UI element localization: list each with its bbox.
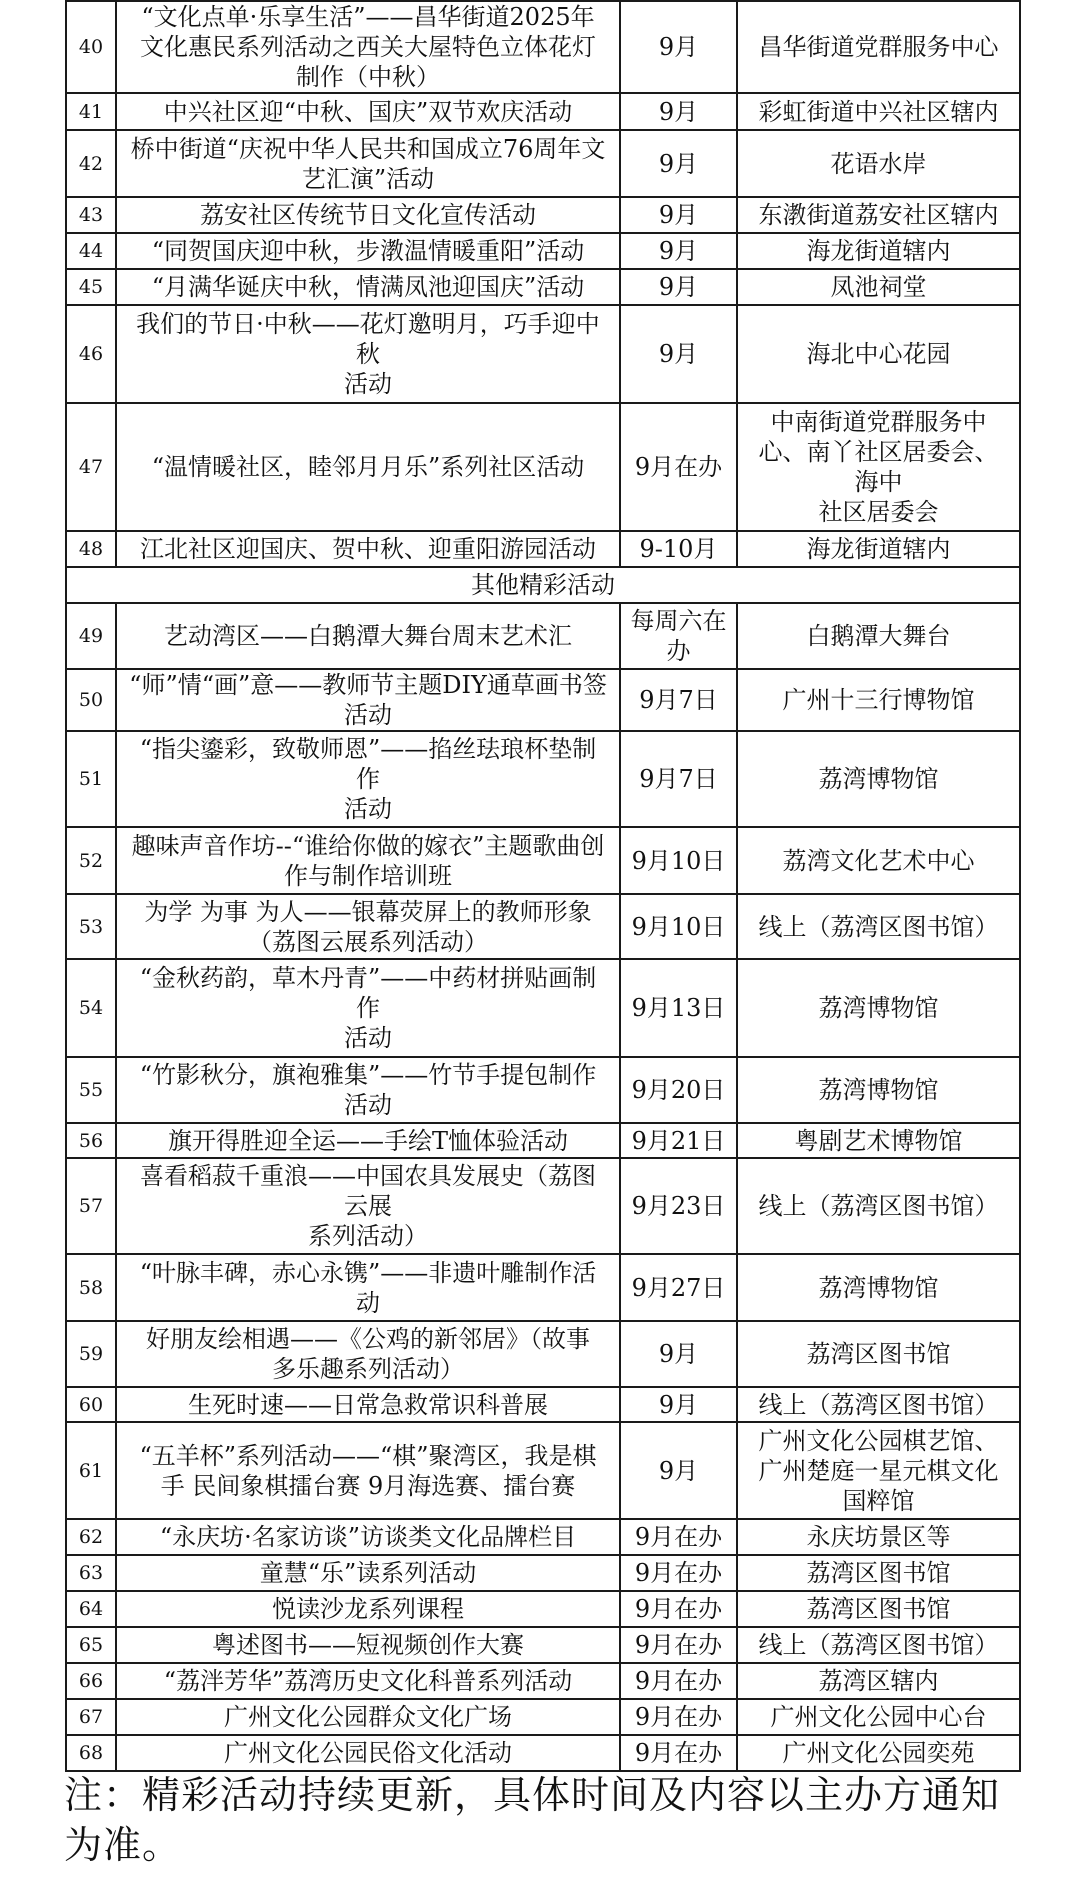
activity-name: “叶脉丰碑，赤心永镌”——非遗叶雕制作活 动 bbox=[116, 1254, 620, 1321]
activity-venue: 中南街道党群服务中 心、南丫社区居委会、 海中 社区居委会 bbox=[737, 403, 1020, 531]
activity-time: 9月在办 bbox=[620, 1555, 737, 1591]
activity-time: 9月 bbox=[620, 197, 737, 233]
row-number: 45 bbox=[66, 269, 116, 305]
row-number: 50 bbox=[66, 669, 116, 731]
activity-time: 9月 bbox=[620, 130, 737, 197]
activity-venue: 荔湾博物馆 bbox=[737, 731, 1020, 827]
activity-venue: 永庆坊景区等 bbox=[737, 1519, 1020, 1555]
footnote: 注：精彩活动持续更新，具体时间及内容以主办方通知为准。 bbox=[64, 1773, 1001, 1867]
table-row bbox=[66, 1, 1020, 93]
row-number: 43 bbox=[66, 197, 116, 233]
activity-name: “荔泮芳华”荔湾历史文化科普系列活动 bbox=[116, 1663, 620, 1699]
activity-venue: 荔湾区图书馆 bbox=[737, 1591, 1020, 1627]
activity-venue: 白鹅潭大舞台 bbox=[737, 603, 1020, 669]
activity-name: “金秋药韵，草木丹青”——中药材拼贴画制 作 活动 bbox=[116, 959, 620, 1057]
activity-name: 我们的节日·中秋——花灯邀明月，巧手迎中 秋 活动 bbox=[116, 305, 620, 403]
activity-venue: 广州文化公园中心台 bbox=[737, 1699, 1020, 1735]
row-number: 65 bbox=[66, 1627, 116, 1663]
row-number: 66 bbox=[66, 1663, 116, 1699]
table-row bbox=[66, 1735, 1020, 1771]
table-row bbox=[66, 1663, 1020, 1699]
table-row bbox=[66, 531, 1020, 567]
activity-name: 好朋友绘相遇——《公鸡的新邻居》（故事 多乐趣系列活动） bbox=[116, 1321, 620, 1387]
activity-time: 9月 bbox=[620, 1387, 737, 1422]
activity-name: “五羊杯”系列活动——“棋”聚湾区，我是棋 手 民间象棋擂台赛 9月海选赛、擂台赛 bbox=[116, 1422, 620, 1519]
activity-name: “月满华诞庆中秋，情满凤池迎国庆”活动 bbox=[116, 269, 620, 305]
row-number: 40 bbox=[66, 1, 116, 93]
activity-venue: 线上（荔湾区图书馆） bbox=[737, 1158, 1020, 1254]
activity-schedule-table bbox=[65, 0, 1021, 1772]
row-number: 46 bbox=[66, 305, 116, 403]
row-number: 42 bbox=[66, 130, 116, 197]
activity-venue: 荔湾区图书馆 bbox=[737, 1555, 1020, 1591]
activity-name: 为学 为事 为人——银幕荧屏上的教师形象 （荔图云展系列活动） bbox=[116, 894, 620, 959]
row-number: 44 bbox=[66, 233, 116, 269]
activity-venue: 昌华街道党群服务中心 bbox=[737, 1, 1020, 93]
activity-time: 9月23日 bbox=[620, 1158, 737, 1254]
activity-rows bbox=[66, 1, 1020, 1771]
activity-name: “文化点单·乐享生活”——昌华街道2025年 文化惠民系列活动之西关大屋特色立体花灯 制作（中秋） bbox=[116, 1, 620, 93]
activity-time: 9月 bbox=[620, 1422, 737, 1519]
table-row bbox=[66, 827, 1020, 894]
activity-name: 荔安社区传统节日文化宣传活动 bbox=[116, 197, 620, 233]
activity-venue: 花语水岸 bbox=[737, 130, 1020, 197]
table-row bbox=[66, 93, 1020, 130]
activity-venue: 荔湾博物馆 bbox=[737, 959, 1020, 1057]
activity-time: 9月在办 bbox=[620, 1627, 737, 1663]
activity-name: 广州文化公园群众文化广场 bbox=[116, 1699, 620, 1735]
row-number: 60 bbox=[66, 1387, 116, 1422]
activity-time: 9月10日 bbox=[620, 827, 737, 894]
row-number: 51 bbox=[66, 731, 116, 827]
row-number: 56 bbox=[66, 1123, 116, 1158]
table-row bbox=[66, 233, 1020, 269]
table-row bbox=[66, 1699, 1020, 1735]
table-row bbox=[66, 669, 1020, 731]
table-row bbox=[66, 1057, 1020, 1123]
activity-name: “永庆坊·名家访谈”访谈类文化品牌栏目 bbox=[116, 1519, 620, 1555]
row-number: 41 bbox=[66, 93, 116, 130]
activity-time: 9月10日 bbox=[620, 894, 737, 959]
activity-name: “师”情“画”意——教师节主题DIY通草画书签 活动 bbox=[116, 669, 620, 731]
activity-time: 9月 bbox=[620, 269, 737, 305]
activity-venue: 东漖街道荔安社区辖内 bbox=[737, 197, 1020, 233]
table-row bbox=[66, 1123, 1020, 1158]
activity-time: 9月在办 bbox=[620, 1519, 737, 1555]
activity-name: “指尖鎏彩，致敬师恩”——掐丝珐琅杯垫制 作 活动 bbox=[116, 731, 620, 827]
activity-venue: 广州文化公园棋艺馆、 广州楚庭一星元棋文化 国粹馆 bbox=[737, 1422, 1020, 1519]
row-number: 54 bbox=[66, 959, 116, 1057]
activity-name: 趣味声音作坊--“谁给你做的嫁衣”主题歌曲创 作与制作培训班 bbox=[116, 827, 620, 894]
table-row bbox=[66, 403, 1020, 531]
activity-time: 9月 bbox=[620, 1, 737, 93]
activity-time: 9月在办 bbox=[620, 1735, 737, 1771]
activity-name: 桥中街道“庆祝中华人民共和国成立76周年文 艺汇演”活动 bbox=[116, 130, 620, 197]
row-number: 53 bbox=[66, 894, 116, 959]
activity-name: 粤述图书——短视频创作大赛 bbox=[116, 1627, 620, 1663]
activity-time: 9月在办 bbox=[620, 1663, 737, 1699]
table-row bbox=[66, 1387, 1020, 1422]
row-number: 49 bbox=[66, 603, 116, 669]
table-row bbox=[66, 305, 1020, 403]
activity-time: 9月 bbox=[620, 305, 737, 403]
activity-venue: 荔湾区图书馆 bbox=[737, 1321, 1020, 1387]
table-row bbox=[66, 1555, 1020, 1591]
activity-venue: 海北中心花园 bbox=[737, 305, 1020, 403]
row-number: 52 bbox=[66, 827, 116, 894]
activity-name: “温情暖社区，睦邻月月乐”系列社区活动 bbox=[116, 403, 620, 531]
table-row bbox=[66, 1254, 1020, 1321]
activity-time: 9月7日 bbox=[620, 669, 737, 731]
activity-venue: 粤剧艺术博物馆 bbox=[737, 1123, 1020, 1158]
row-number: 57 bbox=[66, 1158, 116, 1254]
table-row bbox=[66, 603, 1020, 669]
activity-name: 江北社区迎国庆、贺中秋、迎重阳游园活动 bbox=[116, 531, 620, 567]
activity-venue: 线上（荔湾区图书馆） bbox=[737, 894, 1020, 959]
activity-time: 9月 bbox=[620, 1321, 737, 1387]
activity-name: 中兴社区迎“中秋、国庆”双节欢庆活动 bbox=[116, 93, 620, 130]
activity-name: 艺动湾区——白鹅潭大舞台周末艺术汇 bbox=[116, 603, 620, 669]
row-number: 55 bbox=[66, 1057, 116, 1123]
activity-time: 9月在办 bbox=[620, 403, 737, 531]
activity-name: 旗开得胜迎全运——手绘T恤体验活动 bbox=[116, 1123, 620, 1158]
table-row bbox=[66, 1627, 1020, 1663]
row-number: 58 bbox=[66, 1254, 116, 1321]
activity-venue: 荔湾博物馆 bbox=[737, 1057, 1020, 1123]
row-number: 47 bbox=[66, 403, 116, 531]
activity-time: 9月在办 bbox=[620, 1699, 737, 1735]
activity-name: “竹影秋分，旗袍雅集”——竹节手提包制作 活动 bbox=[116, 1057, 620, 1123]
activity-time: 9月 bbox=[620, 233, 737, 269]
activity-venue: 海龙街道辖内 bbox=[737, 233, 1020, 269]
table-row bbox=[66, 197, 1020, 233]
table-row bbox=[66, 959, 1020, 1057]
activity-venue: 荔湾区辖内 bbox=[737, 1663, 1020, 1699]
activity-venue: 广州文化公园奕苑 bbox=[737, 1735, 1020, 1771]
activity-time: 9月27日 bbox=[620, 1254, 737, 1321]
activity-time: 9月13日 bbox=[620, 959, 737, 1057]
activity-time: 9月7日 bbox=[620, 731, 737, 827]
activity-time: 9月在办 bbox=[620, 1591, 737, 1627]
activity-name: “同贺国庆迎中秋，步漖温情暖重阳”活动 bbox=[116, 233, 620, 269]
activity-venue: 荔湾博物馆 bbox=[737, 1254, 1020, 1321]
table-row bbox=[66, 731, 1020, 827]
table-row bbox=[66, 1422, 1020, 1519]
section-header: 其他精彩活动 bbox=[66, 567, 1020, 603]
row-number: 62 bbox=[66, 1519, 116, 1555]
activity-time: 9-10月 bbox=[620, 531, 737, 567]
row-number: 48 bbox=[66, 531, 116, 567]
activity-venue: 线上（荔湾区图书馆） bbox=[737, 1627, 1020, 1663]
table-row bbox=[66, 1321, 1020, 1387]
activity-time: 9月 bbox=[620, 93, 737, 130]
row-number: 67 bbox=[66, 1699, 116, 1735]
table-row bbox=[66, 1591, 1020, 1627]
table-row bbox=[66, 894, 1020, 959]
table-row bbox=[66, 1158, 1020, 1254]
activity-venue: 凤池祠堂 bbox=[737, 269, 1020, 305]
activity-name: 广州文化公园民俗文化活动 bbox=[116, 1735, 620, 1771]
activity-time: 9月20日 bbox=[620, 1057, 737, 1123]
table-row bbox=[66, 1519, 1020, 1555]
table-row bbox=[66, 130, 1020, 197]
activity-venue: 线上（荔湾区图书馆） bbox=[737, 1387, 1020, 1422]
activity-name: 悦读沙龙系列课程 bbox=[116, 1591, 620, 1627]
activity-venue: 荔湾文化艺术中心 bbox=[737, 827, 1020, 894]
activity-name: 生死时速——日常急救常识科普展 bbox=[116, 1387, 620, 1422]
activity-name: 喜看稻菽千重浪——中国农具发展史（荔图 云展 系列活动） bbox=[116, 1158, 620, 1254]
activity-name: 童慧“乐”读系列活动 bbox=[116, 1555, 620, 1591]
activity-venue: 广州十三行博物馆 bbox=[737, 669, 1020, 731]
section-header-row bbox=[66, 567, 1020, 603]
row-number: 64 bbox=[66, 1591, 116, 1627]
row-number: 61 bbox=[66, 1422, 116, 1519]
row-number: 59 bbox=[66, 1321, 116, 1387]
row-number: 68 bbox=[66, 1735, 116, 1771]
activity-venue: 彩虹街道中兴社区辖内 bbox=[737, 93, 1020, 130]
activity-time: 每周六在 办 bbox=[620, 603, 737, 669]
activity-time: 9月21日 bbox=[620, 1123, 737, 1158]
activity-venue: 海龙街道辖内 bbox=[737, 531, 1020, 567]
row-number: 63 bbox=[66, 1555, 116, 1591]
table-row bbox=[66, 269, 1020, 305]
